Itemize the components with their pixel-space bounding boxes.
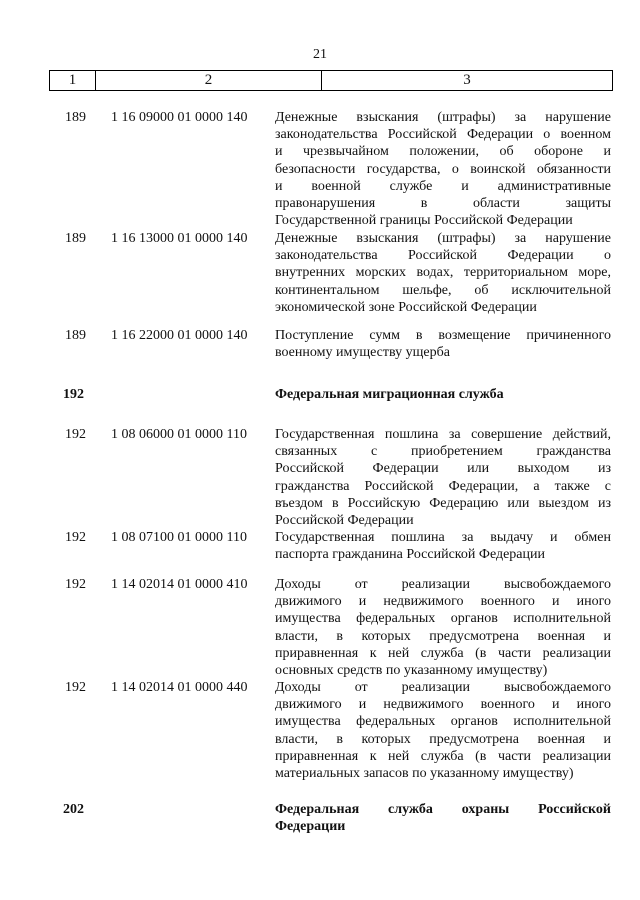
revenue-description bbox=[275, 576, 611, 679]
description-line: Доходы от реализации высвобождаемого bbox=[275, 577, 611, 592]
admin-code: 189 bbox=[65, 110, 86, 125]
budget-classification-code: 1 08 07100 01 0000 110 bbox=[111, 530, 247, 545]
revenue-description bbox=[275, 327, 611, 361]
description-line: материальных запасов по указанному имуществу) bbox=[275, 766, 574, 782]
description-line: власти, в которых предусмотрена военная и bbox=[275, 731, 611, 747]
description-line: связанных с приобретением гражданства bbox=[275, 444, 611, 460]
description-line: Поступление сумм в возмещение причиненного bbox=[275, 328, 611, 343]
description-line: Российской Федерации bbox=[275, 513, 414, 529]
admin-code: 202 bbox=[63, 802, 84, 817]
description-line: континентальном шельфе, об исключительной bbox=[275, 282, 611, 298]
admin-code: 189 bbox=[65, 231, 86, 246]
description-line: и чрезвычайном положении, об обороне и bbox=[275, 144, 611, 160]
description-line: Федеральная служба охраны Российской bbox=[275, 802, 611, 817]
revenue-description bbox=[275, 679, 611, 782]
description-line: приравненная к ней служба (в части реализации bbox=[275, 748, 611, 764]
description-line: Денежные взыскания (штрафы) за нарушение bbox=[275, 231, 611, 246]
revenue-description bbox=[275, 529, 611, 563]
description-line: движимого и недвижимого военного и иного bbox=[275, 594, 611, 610]
admin-code: 192 bbox=[63, 387, 84, 402]
header-col-1: 1 bbox=[50, 71, 96, 90]
section-title bbox=[275, 386, 611, 403]
budget-classification-code: 1 14 02014 01 0000 410 bbox=[111, 577, 248, 592]
admin-code: 192 bbox=[65, 530, 86, 545]
description-line: паспорта гражданина Российской Федерации bbox=[275, 547, 545, 563]
description-line: движимого и недвижимого военного и иного bbox=[275, 697, 611, 713]
description-line: Федеральная миграционная служба bbox=[275, 387, 504, 402]
admin-code: 192 bbox=[65, 577, 86, 592]
header-col-2: 2 bbox=[96, 71, 322, 90]
description-line: и военной службе и административные bbox=[275, 178, 611, 194]
description-line: Российской Федерации или выходом из bbox=[275, 461, 611, 477]
description-line: гражданства Российской Федерации, а также с bbox=[275, 478, 611, 494]
admin-code: 189 bbox=[65, 328, 86, 343]
description-line: имущества федеральных органов исполнительной bbox=[275, 611, 611, 627]
budget-classification-code: 1 16 09000 01 0000 140 bbox=[111, 110, 248, 125]
revenue-description bbox=[275, 426, 611, 529]
description-line: Государственная пошлина за совершение действий, bbox=[275, 427, 611, 442]
description-line: приравненная к ней служба (в части реализации bbox=[275, 645, 611, 661]
table-header bbox=[49, 70, 613, 91]
description-line: правонарушения в области защиты bbox=[275, 196, 611, 212]
description-line: въездом в Российскую Федерацию или выездом из bbox=[275, 495, 611, 511]
section-title bbox=[275, 801, 611, 835]
page-number: 21 bbox=[313, 47, 327, 62]
admin-code: 192 bbox=[65, 427, 86, 442]
description-line: безопасности государства, о воинской обязанности bbox=[275, 161, 611, 177]
description-line: Федерации bbox=[275, 819, 346, 835]
description-line: законодательства Российской Федерации о военном bbox=[275, 127, 611, 143]
budget-classification-code: 1 08 06000 01 0000 110 bbox=[111, 427, 247, 442]
description-line: Государственная пошлина за выдачу и обмен bbox=[275, 530, 611, 545]
description-line: законодательства Российской Федерации о bbox=[275, 248, 611, 264]
description-line: имущества федеральных органов исполнительной bbox=[275, 714, 611, 730]
budget-classification-code: 1 16 22000 01 0000 140 bbox=[111, 328, 248, 343]
description-line: Государственной границы Российской Федерации bbox=[275, 213, 573, 229]
description-line: Денежные взыскания (штрафы) за нарушение bbox=[275, 110, 611, 125]
budget-classification-code: 1 16 13000 01 0000 140 bbox=[111, 231, 248, 246]
description-line: внутренних морских водах, территориальном море, bbox=[275, 265, 611, 281]
description-line: основных средств по указанному имуществу) bbox=[275, 663, 548, 679]
revenue-description bbox=[275, 109, 611, 229]
budget-classification-code: 1 14 02014 01 0000 440 bbox=[111, 680, 248, 695]
header-col-3: 3 bbox=[463, 72, 471, 88]
description-line: власти, в которых предусмотрена военная и bbox=[275, 628, 611, 644]
description-line: Доходы от реализации высвобождаемого bbox=[275, 680, 611, 695]
description-line: военному имуществу ущерба bbox=[275, 345, 450, 361]
revenue-description bbox=[275, 230, 611, 316]
admin-code: 192 bbox=[65, 680, 86, 695]
description-line: экономической зоне Российской Федерации bbox=[275, 299, 537, 315]
